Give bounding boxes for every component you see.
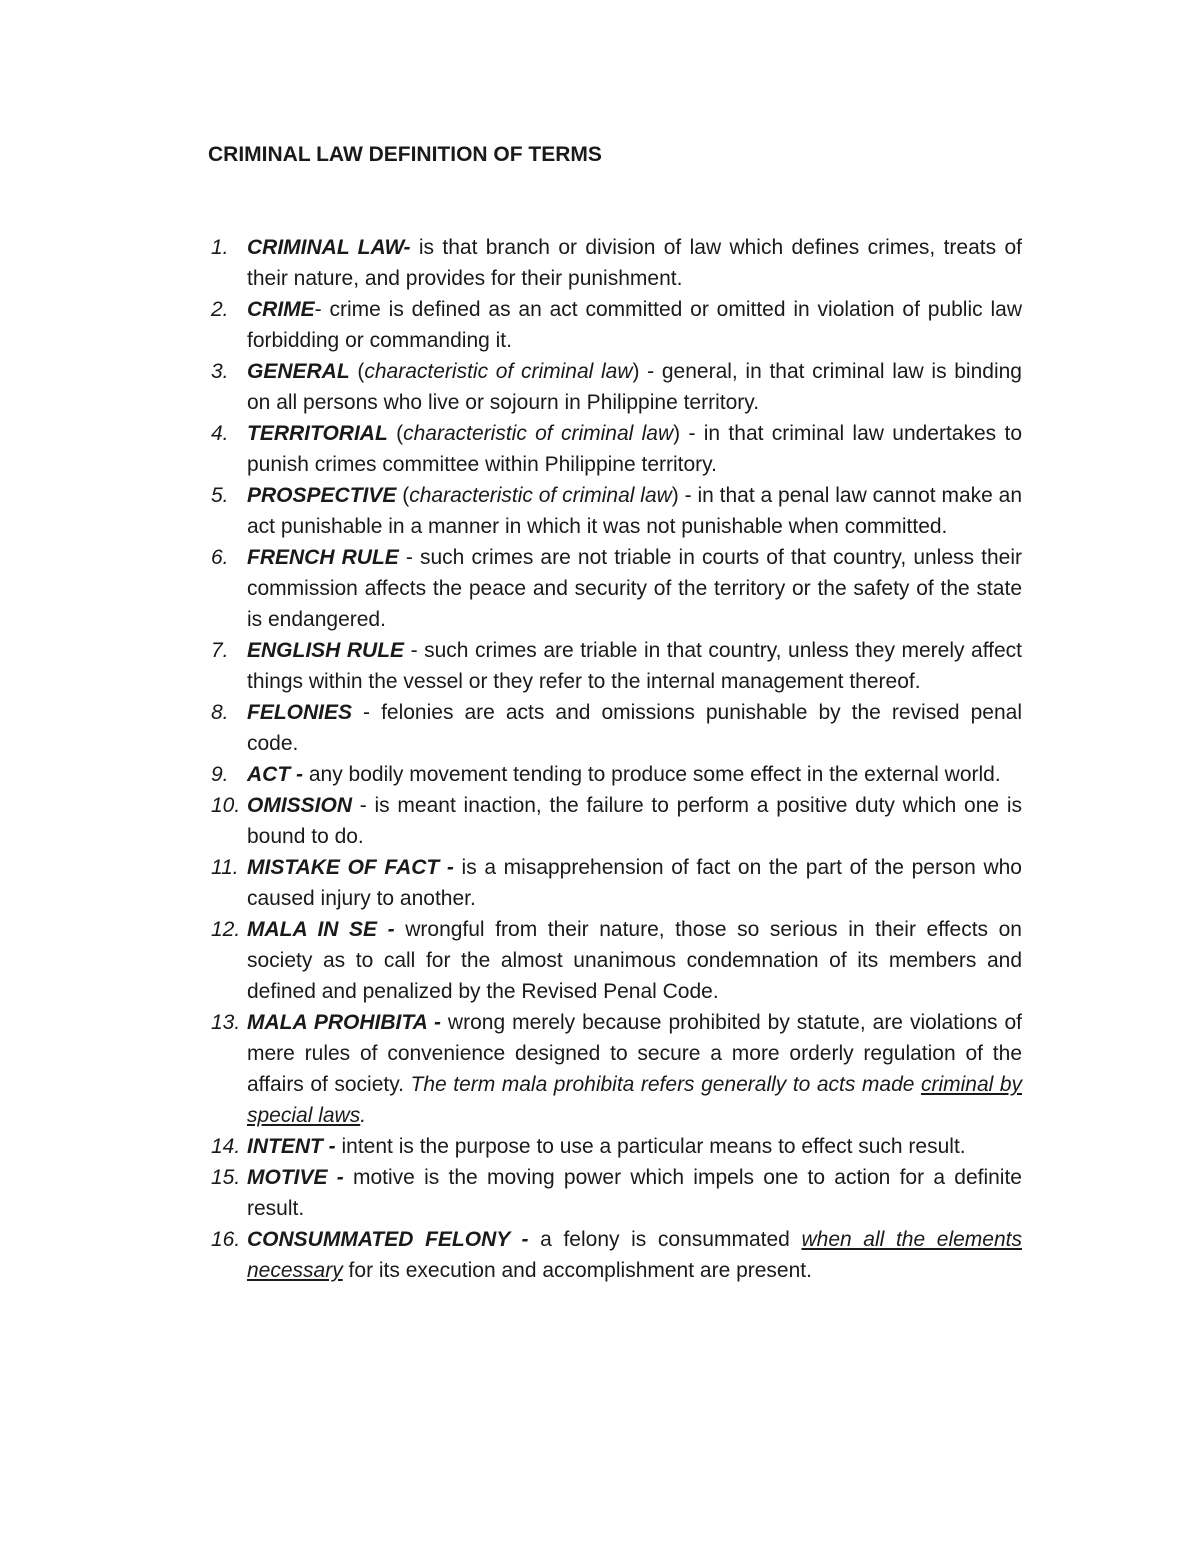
term-definition: - such crimes are triable in that country, unless they merely affect things within the vessel or they refer to the internal management thereof.: [247, 639, 1023, 693]
term-name: MALA PROHIBITA -: [247, 1011, 441, 1034]
term-item-5: 5. PROSPECTIVE (characteristic of criminal law) - in that a penal law cannot make an act punishable in a manner in which it was not punishable when committed.: [200, 480, 1022, 542]
term-item-2: [200, 294, 1022, 356]
term-note-tail: .: [360, 1104, 367, 1127]
term-definition: - such crimes are not triable in courts of that country, unless their commission affects the peace and security of the territory or the safety of the state is endangered.: [247, 546, 1022, 631]
term-qualifier: characteristic of criminal law: [364, 360, 633, 383]
term-definition: a felony is consummated: [528, 1228, 802, 1251]
term-definition: is a misapprehension of fact on the part of the person who caused injury to another.: [247, 856, 1022, 910]
term-number: 9.: [211, 763, 229, 786]
term-definition: - crime is defined as an act committed or omitted in violation of public law forbidding or commanding it.: [247, 298, 1022, 352]
term-name: PROSPECTIVE: [247, 484, 397, 507]
term-name: FELONIES: [247, 701, 353, 724]
term-item-9: [200, 759, 1022, 790]
term-definition: - in that criminal law undertakes to punish crimes committee within Philippine territory.: [247, 422, 1022, 476]
term-definition: wrong merely because prohibited by statute, are violations of mere rules of convenience designed to secure a more orderly regulation of the affairs of society.: [247, 1011, 1022, 1096]
term-definition: intent is the purpose to use a particular means to effect such result.: [335, 1135, 966, 1158]
term-name: CONSUMMATED FELONY -: [247, 1228, 529, 1251]
term-name: MISTAKE OF FACT -: [247, 856, 454, 879]
term-qualifier: characteristic of criminal law: [403, 422, 674, 445]
term-definition: any bodily movement tending to produce some effect in the external world.: [303, 763, 1001, 786]
term-number: 14.: [211, 1135, 241, 1158]
term-number: 1.: [211, 236, 229, 259]
term-item-3: 3. GENERAL (characteristic of criminal law) - general, in that criminal law is binding on all persons who live or sojourn in Philippine territory.: [200, 356, 1022, 418]
term-number: 16.: [211, 1228, 241, 1251]
term-number: 12.: [211, 918, 241, 941]
term-item-6: [200, 542, 1022, 635]
term-qualifier: characteristic of criminal law: [409, 484, 672, 507]
document-title: CRIMINAL LAW DEFINITION OF TERMS: [208, 143, 602, 166]
term-number: 2.: [211, 298, 229, 321]
term-number: 6.: [211, 546, 229, 569]
term-definition: - felonies are acts and omissions punishable by the revised penal code.: [247, 701, 1022, 755]
term-name: ACT -: [247, 763, 303, 786]
term-definition: is that branch or division of law which defines crimes, treats of their nature, and provides for their punishment.: [247, 236, 1022, 290]
term-name: TERRITORIAL: [247, 422, 388, 445]
term-number: 5.: [211, 484, 229, 507]
term-definition: motive is the moving power which impels one to action for a definite result.: [247, 1166, 1022, 1220]
term-number: 11.: [211, 856, 239, 879]
term-name: OMISSION: [247, 794, 353, 817]
term-item-7: [200, 635, 1022, 697]
term-number: 8.: [211, 701, 229, 724]
term-name: GENERAL: [247, 360, 350, 383]
term-name: INTENT -: [247, 1135, 336, 1158]
term-name: MOTIVE -: [247, 1166, 344, 1189]
term-item-4: 4. TERRITORIAL (characteristic of criminal law) - in that criminal law undertakes to punish crimes committee within Philippine territory.: [200, 418, 1022, 480]
term-definition: - general, in that criminal law is binding on all persons who live or sojourn in Philippine territory.: [247, 360, 1022, 414]
terms-list: [200, 232, 1022, 1286]
term-item-1: [200, 232, 1022, 294]
term-name: ENGLISH RULE: [247, 639, 405, 662]
term-item-14: [200, 1131, 1022, 1162]
term-number: 15.: [211, 1166, 241, 1189]
term-name: CRIMINAL LAW-: [247, 236, 411, 259]
term-definition: wrongful from their nature, those so serious in their effects on society as to call for the almost unanimous condemnation of its members and defined and penalized by the Revised Penal Code.: [247, 918, 1022, 1003]
term-item-8: [200, 697, 1022, 759]
term-number: 13.: [211, 1011, 241, 1034]
term-name: CRIME: [247, 298, 315, 321]
term-note-underlined: criminal by special laws: [247, 1073, 1022, 1127]
term-item-13: [200, 1007, 1022, 1131]
term-note: The term mala prohibita refers generally to acts made: [410, 1073, 921, 1096]
term-number: 3.: [211, 360, 229, 383]
term-name: MALA IN SE -: [247, 918, 395, 941]
term-number: 10.: [211, 794, 241, 817]
term-underlined-phrase: when all the elements necessary: [247, 1228, 1022, 1282]
term-definition: - in that a penal law cannot make an act punishable in a manner in which it was not punishable when committed.: [247, 484, 1023, 538]
term-item-10: [200, 790, 1022, 852]
term-item-16: [200, 1224, 1022, 1286]
term-item-15: [200, 1162, 1022, 1224]
term-definition: - is meant inaction, the failure to perform a positive duty which one is bound to do.: [247, 794, 1022, 848]
term-number: 4.: [211, 422, 229, 445]
term-name: FRENCH RULE: [247, 546, 399, 569]
term-definition-tail: for its execution and accomplishment are present.: [342, 1259, 812, 1282]
term-item-11: [200, 852, 1022, 914]
term-item-12: [200, 914, 1022, 1007]
term-number: 7.: [211, 639, 229, 662]
